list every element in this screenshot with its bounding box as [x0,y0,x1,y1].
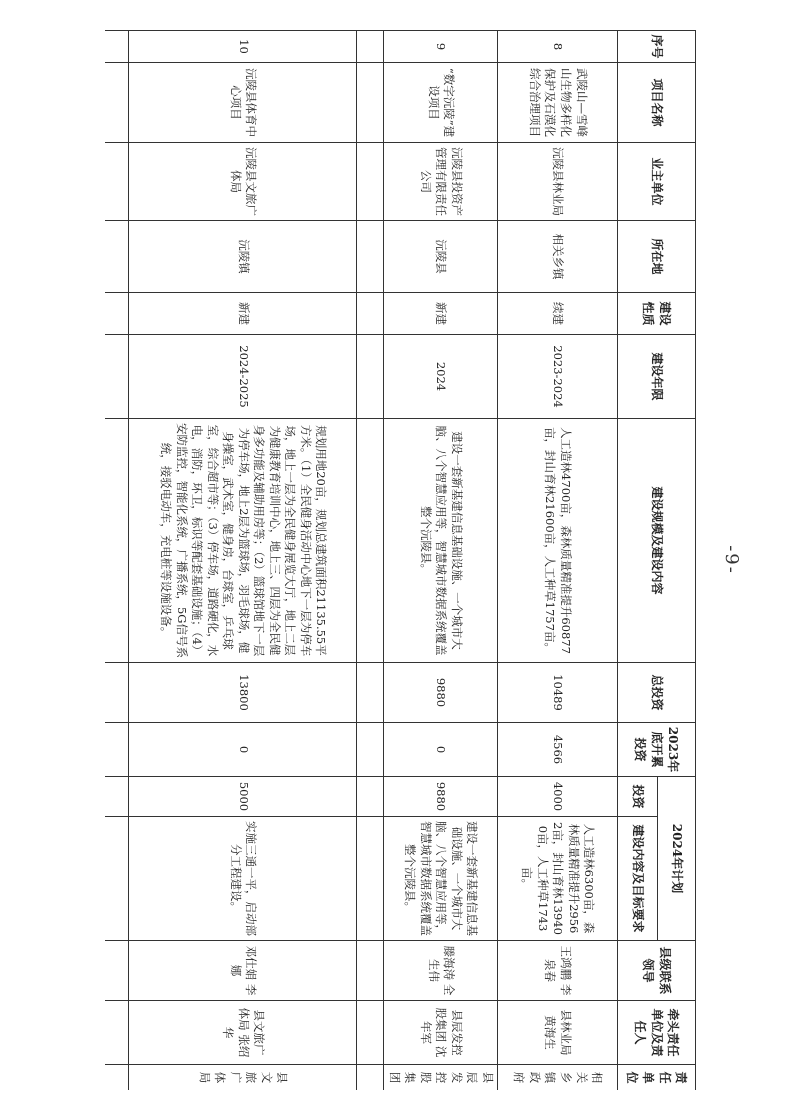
table-frame [105,30,696,1090]
project-plan-table [105,30,696,1090]
cell-empty [357,335,384,419]
cell-plan-content: 实施三通一平，启动部分工程建设。 [129,817,357,941]
cell-empty [357,31,384,63]
cell-plan-invest: 5000 [129,777,357,817]
cell-nature: 新建 [129,293,357,335]
cell-plan-content: 建设一套新基建信息基础设施、一个城市大脑、八个智慧应用等，智慧城市数据系统覆盖整个沅陵县。 [384,817,498,941]
cell-county-leader: 邓仕娟 李 娜 [129,941,357,1001]
cell-period: 2024 [384,335,498,419]
cell-period: 2023-2024 [498,335,618,419]
cell-empty [357,419,384,663]
cell-scale: 建设一套新基建信息基础设施、一个城市大脑、八个智慧应用等，智慧城市数据系统覆盖整个沅陵县。 [384,419,498,663]
cell-empty [357,777,384,817]
cell-cumulative: 0 [129,723,357,777]
table-row [384,31,498,1091]
cell-lead-unit: 县林业局 黄海生 [498,1001,618,1065]
cell-scale: 规划用地20亩，规划总建筑面积21135.55平方米。（1）全民健身活动中心地下一层为停车场，地上一层为全民健身展览大厅，地上二层为健康教育培训中心，地上三、四层为全民健身多功能及辅助用房等；（2）篮球馆地下一层为停车场，地上2层为篮球场，羽毛球场，健身操室，武术室，健身房，台球室，乒乓球室，综合超市等；（3）停车场，道路硬化，水电，消防，环卫，标识等配套基础设施；（4）安防监控，智能化系统，广播系统，5G信号系统，接驳电动车，充电桩等设施设备。 [129,419,357,663]
cell-period: 2024-2025 [129,335,357,419]
blank-row [105,31,129,1091]
cell-resp-unit: 相关乡镇政府 [498,1065,618,1091]
cell-empty [105,777,129,817]
header-total: 总投资 [618,663,696,723]
header-location: 所在地 [618,221,696,293]
cell-nature: 新建 [384,293,498,335]
blank-row [357,31,384,1091]
header-plan-2024: 2024年计划 [658,777,696,941]
header-name: 项目名称 [618,63,696,143]
cell-lead-unit: 县文旅广体局 张绍华 [129,1001,357,1065]
cell-empty [357,817,384,941]
cell-cumulative: 4566 [498,723,618,777]
cell-empty [105,1001,129,1065]
cell-name: 沅陵县体育中心项目 [129,63,357,143]
cell-empty [357,63,384,143]
cell-name: “数字沅陵”建设项目 [384,63,498,143]
cell-empty [357,663,384,723]
cell-empty [105,31,129,63]
header-period: 建设年限 [618,335,696,419]
cell-empty [357,293,384,335]
cell-scale: 人工造林4700亩，森林质量精准提升60877亩，封山育林21600亩，人工种草1757亩。 [498,419,618,663]
cell-empty [357,1065,384,1091]
header-resp-unit: 责任单位 [618,1065,696,1091]
header-county-leader: 县级联系领导 [618,941,696,1001]
cell-empty [357,1001,384,1065]
cell-owner: 沅陵县林业局 [498,143,618,221]
table-row [498,31,618,1091]
cell-resp-unit: 县文旅广体局 [129,1065,357,1091]
cell-empty [105,335,129,419]
header-cumulative: 2023年底开累投资 [618,723,696,777]
cell-total: 13800 [129,663,357,723]
header-nature: 建设性质 [618,293,696,335]
cell-empty [105,817,129,941]
cell-total: 10489 [498,663,618,723]
cell-empty [105,1065,129,1091]
cell-empty [105,63,129,143]
cell-total: 9880 [384,663,498,723]
cell-seq: 9 [384,31,498,63]
header-lead-unit: 牵头责任单位及责任人 [618,1001,696,1065]
header-seq: 序号 [618,31,696,63]
cell-lead-unit: 县辰发控股集团 沈年军 [384,1001,498,1065]
rotated-table-wrapper [105,30,696,1090]
cell-resp-unit: 县辰发控股集团 [384,1065,498,1091]
cell-location: 相关乡镇 [498,221,618,293]
header-plan-content: 建设内容及目标要求 [618,817,658,941]
cell-plan-content: 人工造林6300亩，森林质量精准提升29562亩，封山育林139400亩，人工种草1743亩。 [498,817,618,941]
cell-location: 沅陵县 [384,221,498,293]
cell-county-leader: 滕海涛 全生伟 [384,941,498,1001]
cell-county-leader: 王鸿鹏 李泉春 [498,941,618,1001]
cell-empty [105,663,129,723]
cell-name: 武陵山—雪峰山生物多样化保护及石漠化综合治理项目 [498,63,618,143]
cell-plan-invest: 9880 [384,777,498,817]
cell-location: 沅陵镇 [129,221,357,293]
cell-empty [357,723,384,777]
cell-empty [105,723,129,777]
cell-nature: 续建 [498,293,618,335]
cell-seq: 8 [498,31,618,63]
cell-cumulative: 0 [384,723,498,777]
cell-empty [357,221,384,293]
cell-seq: 10 [129,31,357,63]
header-plan-invest: 投资 [618,777,658,817]
cell-empty [357,143,384,221]
cell-empty [105,941,129,1001]
table-row [129,31,357,1091]
cell-empty [105,143,129,221]
cell-empty [105,293,129,335]
header-scale: 建设规模及建设内容 [618,419,696,663]
cell-empty [105,419,129,663]
cell-owner: 沅陵县投资产管理有限责任公司 [384,143,498,221]
cell-empty [105,221,129,293]
cell-plan-invest: 4000 [498,777,618,817]
cell-owner: 沅陵县文旅广体局 [129,143,357,221]
header-owner: 业主单位 [618,143,696,221]
header-row-main [658,31,696,1091]
page-number: -9- [721,545,743,575]
cell-empty [357,941,384,1001]
